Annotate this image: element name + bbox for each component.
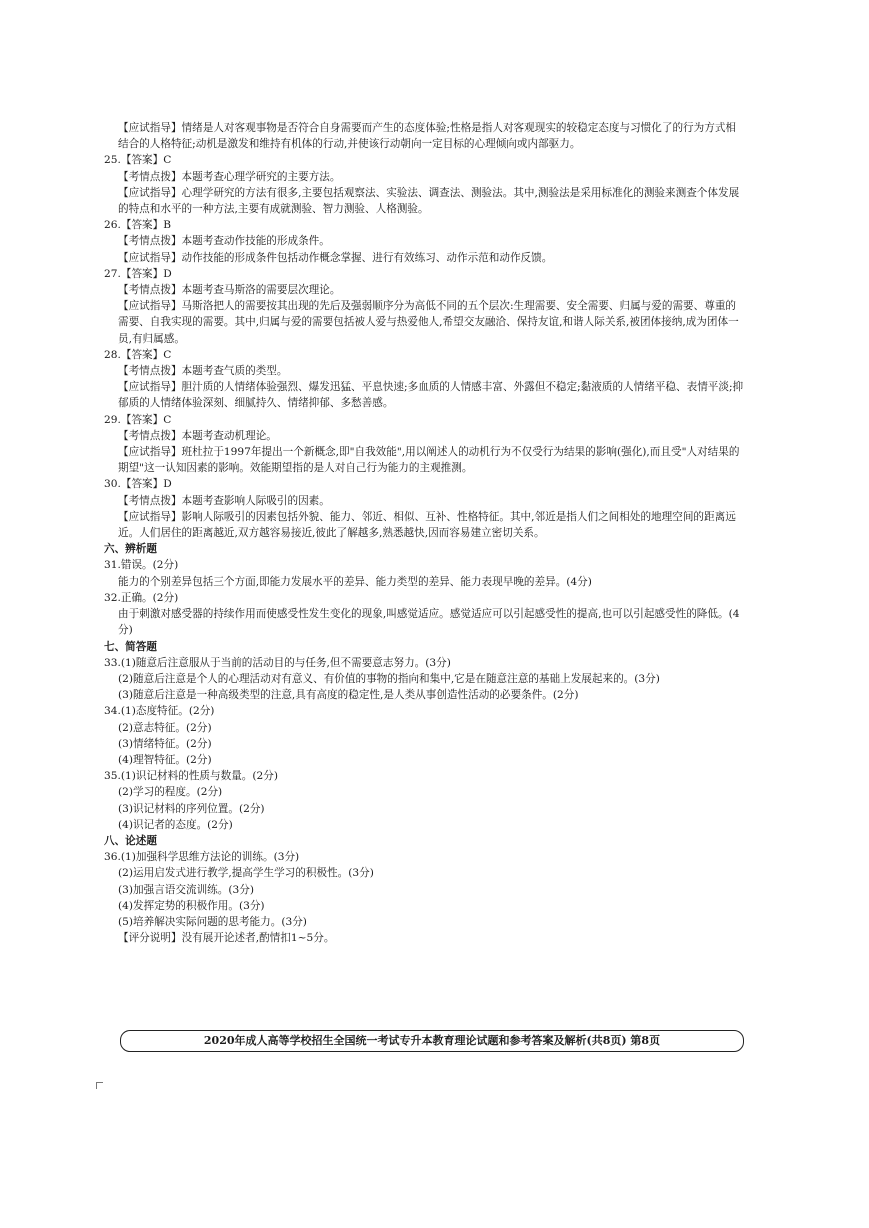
section-heading-6: 六、辨析题 [104, 543, 157, 556]
answer-35-3: (3)识记材料的序列位置。(2分) [118, 802, 265, 815]
answer-26: 26.【答案】B [104, 219, 172, 232]
point-29: 【考情点拨】本题考查动机理论。 [118, 429, 277, 442]
answer-36-5: (5)培养解决实际问题的思考能力。(3分) [118, 915, 307, 928]
answer-36-2: (2)运用启发式进行教学,提高学生学习的积极性。(3分) [118, 867, 374, 880]
answer-27: 27.【答案】D [104, 267, 172, 280]
answer-35-2: (2)学习的程度。(2分) [118, 786, 223, 799]
answer-36-4: (4)发挥定势的积极作用。(3分) [118, 899, 265, 912]
point-27: 【考情点拨】本题考查马斯洛的需要层次理论。 [118, 284, 341, 297]
page-footer: 2020年成人高等学校招生全国统一考试专升本教育理论试题和参考答案及解析(共8页) 第8页 [120, 1030, 744, 1052]
answer-34-2: (2)意志特征。(2分) [118, 721, 212, 734]
paragraph: 【应试指导】情绪是人对客观事物是否符合自身需要而产生的态度体验;性格是指人对客观现实的较稳定态度与习惯化了的行为方式相结合的人格特征;动机是激发和维持有机体的行动,并使该行动朝向一定目标的心理倾向或内部驱力。 [118, 122, 737, 151]
answer-32-body: 由于刺激对感受器的持续作用而使感受性发生变化的现象,叫感觉适应。感觉适应可以引起感受性的提高,也可以引起感受性的降低。(4分) [118, 608, 740, 637]
section-heading-7: 七、简答题 [104, 640, 157, 653]
answer-35-4: (4)识记者的态度。(2分) [118, 818, 233, 831]
guide-27: 【应试指导】马斯洛把人的需要按其出现的先后及强弱顺序分为高低不同的五个层次:生理需要、安全需要、归属与爱的需要、尊重的需要、自我实现的需要。其中,归属与爱的需要包括被人爱与热爱他人,希望交友融洽、保持友谊,和谐人际关系,被团体接纳,成为团体一员,有归属感。 [118, 300, 739, 345]
answer-32-head: 32.正确。(2分) [104, 591, 179, 604]
answer-25: 25.【答案】C [104, 154, 172, 167]
guide-30: 【应试指导】影响人际吸引的因素包括外貌、能力、邻近、相似、互补、性格特征。其中,邻近是指人们之间相处的地理空间的距离远近。人们居住的距离越近,双方越容易接近,彼此了解越多,熟悉越快,因而容易建立密切关系。 [118, 510, 736, 540]
answer-36-1: 36.(1)加强科学思维方法论的训练。(3分) [104, 851, 300, 864]
answer-34-1: 34.(1)态度特征。(2分) [104, 705, 215, 718]
guide-26: 【应试指导】动作技能的形成条件包括动作概念掌握、进行有效练习、动作示范和动作反馈。 [118, 251, 553, 264]
answer-34-3: (3)情绪特征。(2分) [118, 737, 212, 750]
guide-29: 【应试指导】班杜拉于1997年提出一个新概念,即"自我效能",用以阐述人的动机行为不仅受行为结果的影响(强化),而且受"人对结果的期望"这一认知因素的影响。效能期望指的是人对自己行为能力的主观推测。 [118, 446, 740, 475]
answer-30: 30.【答案】D [104, 478, 172, 491]
crop-mark [96, 1082, 103, 1089]
answer-33-1: 33.(1)随意后注意服从于当前的活动目的与任务,但不需要意志努力。(3分) [104, 656, 451, 669]
point-28: 【考情点拨】本题考查气质的类型。 [118, 365, 288, 378]
point-25: 【考情点拨】本题考查心理学研究的主要方法。 [118, 170, 341, 183]
answer-29: 29.【答案】C [104, 413, 172, 426]
answer-33-3: (3)随意后注意是一种高级类型的注意,具有高度的稳定性,是人类从事创造性活动的必要条件。(2分) [118, 689, 579, 702]
answer-31-body: 能力的个别差异包括三个方面,即能力发展水平的差异、能力类型的差异、能力表现早晚的差异。(4分) [118, 575, 592, 588]
section-heading-8: 八、论述题 [104, 834, 157, 847]
guide-28: 【应试指导】胆汁质的人情绪体验强烈、爆发迅猛、平息快速;多血质的人情感丰富、外露但不稳定;黏液质的人情绪平稳、表情平淡;抑郁质的人情绪体验深刻、细腻持久、情绪抑郁、多愁善感。 [118, 381, 744, 410]
answer-28: 28.【答案】C [104, 348, 172, 361]
point-26: 【考情点拨】本题考查动作技能的形成条件。 [118, 235, 330, 248]
scoring-note: 【评分说明】没有展开论述者,酌情扣1~5分。 [118, 932, 335, 945]
answer-36-3: (3)加强言语交流训练。(3分) [118, 883, 254, 896]
point-30: 【考情点拨】本题考查影响人际吸引的因素。 [118, 494, 330, 507]
answer-page [104, 120, 744, 946]
answer-33-2: (2)随意后注意是个人的心理活动对有意义、有价值的事物的指向和集中,它是在随意注意的基础上发展起来的。(3分) [118, 672, 660, 685]
answer-31-head: 31.错误。(2分) [104, 559, 179, 572]
answer-34-4: (4)理智特征。(2分) [118, 753, 212, 766]
answer-35-1: 35.(1)识记材料的性质与数量。(2分) [104, 770, 278, 783]
guide-25: 【应试指导】心理学研究的方法有很多,主要包括观察法、实验法、调查法、测验法。其中,测验法是采用标准化的测验来测查个体发展的特点和水平的一种方法,主要有成就测验、智力测验、人格测验。 [118, 186, 740, 216]
